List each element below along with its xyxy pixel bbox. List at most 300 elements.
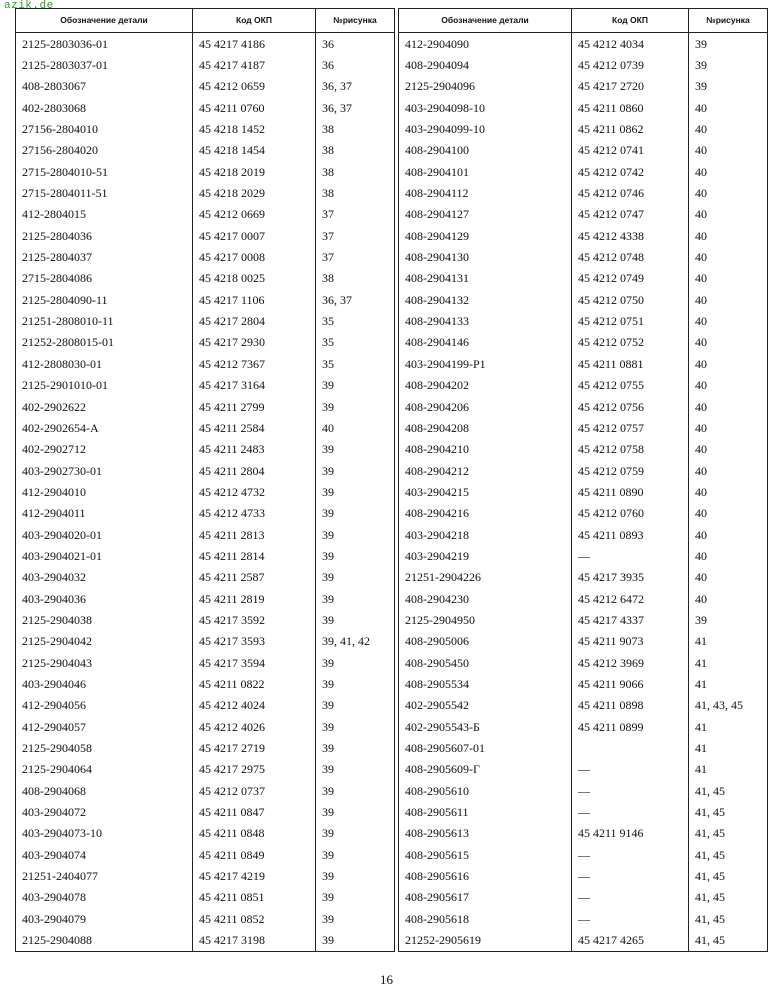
table-row [16, 631, 768, 652]
left-designation-cell: 402-2902712 [16, 439, 193, 460]
left-okp-cell: 45 4217 3592 [193, 609, 316, 630]
right-okp-cell: — [572, 908, 689, 929]
table-row [16, 225, 768, 246]
left-figure-cell: 39 [316, 524, 395, 545]
right-okp-cell: 45 4212 0749 [572, 268, 689, 289]
right-designation-cell: 408-2905450 [399, 652, 572, 673]
right-designation-cell: 408-2905613 [399, 823, 572, 844]
table-row [16, 844, 768, 865]
right-okp-cell: 45 4212 0751 [572, 310, 689, 331]
right-okp-cell: 45 4212 0746 [572, 182, 689, 203]
right-figure-cell: 41, 45 [689, 887, 768, 908]
left-figure-cell: 38 [316, 182, 395, 203]
right-figure-cell: 41, 45 [689, 780, 768, 801]
table-row [16, 439, 768, 460]
right-okp-cell: — [572, 844, 689, 865]
table-row [16, 823, 768, 844]
right-okp-cell: — [572, 545, 689, 566]
table-row [16, 887, 768, 908]
right-figure-cell: 41, 45 [689, 823, 768, 844]
right-designation-cell: 408-2904202 [399, 375, 572, 396]
right-designation-cell: 403-2904099-10 [399, 118, 572, 139]
left-okp-cell: 45 4211 0848 [193, 823, 316, 844]
right-figure-cell: 41 [689, 737, 768, 758]
right-figure-cell: 41 [689, 716, 768, 737]
left-figure-cell: 36, 37 [316, 289, 395, 310]
table-row [16, 503, 768, 524]
table-row [16, 780, 768, 801]
right-designation-cell: 408-2904094 [399, 54, 572, 75]
table-row [16, 54, 768, 75]
right-figure-cell: 41, 45 [689, 929, 768, 951]
left-okp-cell: 45 4211 2819 [193, 588, 316, 609]
right-okp-cell [572, 737, 689, 758]
right-figure-cell: 40 [689, 161, 768, 182]
left-designation-cell: 2125-2804090-11 [16, 289, 193, 310]
left-designation-cell: 412-2904011 [16, 503, 193, 524]
left-designation-cell: 403-2904046 [16, 673, 193, 694]
right-designation-cell: 403-2904098-10 [399, 97, 572, 118]
right-designation-cell: 408-2904129 [399, 225, 572, 246]
right-designation-cell: 408-2904212 [399, 460, 572, 481]
right-okp-cell: — [572, 801, 689, 822]
left-figure-cell: 40 [316, 417, 395, 438]
right-figure-cell: 40 [689, 503, 768, 524]
table-row [16, 118, 768, 139]
right-okp-cell: 45 4212 0747 [572, 204, 689, 225]
left-designation-cell: 2125-2804036 [16, 225, 193, 246]
right-designation-cell: 408-2905611 [399, 801, 572, 822]
table-row [16, 33, 768, 55]
right-figure-cell: 41, 45 [689, 844, 768, 865]
left-figure-cell: 39 [316, 567, 395, 588]
left-figure-cell: 37 [316, 225, 395, 246]
left-designation-cell: 403-2904021-01 [16, 545, 193, 566]
left-designation-cell: 2125-2803036-01 [16, 33, 193, 55]
left-figure-cell: 38 [316, 268, 395, 289]
right-designation-cell: 408-2904216 [399, 503, 572, 524]
right-designation-cell: 408-2904130 [399, 246, 572, 267]
left-okp-cell: 45 4218 2029 [193, 182, 316, 203]
left-designation-cell: 412-2904057 [16, 716, 193, 737]
right-designation-cell: 408-2905534 [399, 673, 572, 694]
left-okp-cell: 45 4212 0737 [193, 780, 316, 801]
left-designation-cell: 403-2904072 [16, 801, 193, 822]
table-row [16, 161, 768, 182]
left-designation-cell: 402-2803068 [16, 97, 193, 118]
right-okp-cell: 45 4212 0742 [572, 161, 689, 182]
left-okp-cell: 45 4217 3198 [193, 929, 316, 951]
table-row [16, 609, 768, 630]
parts-table [15, 8, 768, 952]
right-okp-cell: 45 4212 4034 [572, 33, 689, 55]
table-header-row [16, 9, 768, 33]
right-okp-cell: 45 4212 0741 [572, 140, 689, 161]
right-figure-cell: 41, 43, 45 [689, 695, 768, 716]
left-designation-cell: 21251-2404077 [16, 865, 193, 886]
right-okp-cell: 45 4212 0748 [572, 246, 689, 267]
left-okp-cell: 45 4218 0025 [193, 268, 316, 289]
left-designation-cell: 412-2904010 [16, 481, 193, 502]
left-figure-cell: 39 [316, 503, 395, 524]
left-designation-cell: 412-2904056 [16, 695, 193, 716]
right-figure-cell: 41 [689, 652, 768, 673]
right-figure-cell: 40 [689, 353, 768, 374]
left-figure-cell: 39 [316, 780, 395, 801]
left-okp-cell: 45 4212 4733 [193, 503, 316, 524]
table-row [16, 97, 768, 118]
right-okp-cell: 45 4211 9073 [572, 631, 689, 652]
left-okp-cell: 45 4217 2804 [193, 310, 316, 331]
table-row [16, 310, 768, 331]
right-designation-cell: 408-2904100 [399, 140, 572, 161]
right-figure-cell: 39 [689, 609, 768, 630]
left-designation-cell: 412-2808030-01 [16, 353, 193, 374]
right-figure-cell: 41, 45 [689, 801, 768, 822]
table-row [16, 716, 768, 737]
right-figure-cell: 40 [689, 567, 768, 588]
right-designation-cell: 408-2905617 [399, 887, 572, 908]
right-designation-cell: 408-2905610 [399, 780, 572, 801]
right-okp-cell: 45 4212 0759 [572, 460, 689, 481]
left-designation-cell: 403-2904036 [16, 588, 193, 609]
right-designation-cell: 412-2904090 [399, 33, 572, 55]
left-figure-cell: 35 [316, 332, 395, 353]
right-designation-cell: 21252-2905619 [399, 929, 572, 951]
right-designation-cell: 408-2904146 [399, 332, 572, 353]
left-okp-cell: 45 4212 0659 [193, 76, 316, 97]
left-okp-cell: 45 4212 4026 [193, 716, 316, 737]
left-okp-cell: 45 4217 4186 [193, 33, 316, 55]
left-okp-cell: 45 4217 2975 [193, 759, 316, 780]
right-okp-cell: 45 4212 0760 [572, 503, 689, 524]
right-designation-cell: 408-2904132 [399, 289, 572, 310]
left-okp-cell: 45 4212 4732 [193, 481, 316, 502]
table-row [16, 673, 768, 694]
left-designation-cell: 2125-2901010-01 [16, 375, 193, 396]
right-designation-cell: 403-2904215 [399, 481, 572, 502]
right-designation-cell: 408-2905006 [399, 631, 572, 652]
left-okp-cell: 45 4217 4219 [193, 865, 316, 886]
right-figure-cell: 41 [689, 673, 768, 694]
right-figure-cell: 39 [689, 33, 768, 55]
left-okp-cell: 45 4211 0851 [193, 887, 316, 908]
left-okp-cell: 45 4211 0847 [193, 801, 316, 822]
left-okp-cell: 45 4218 1452 [193, 118, 316, 139]
left-okp-cell: 45 4217 3594 [193, 652, 316, 673]
left-okp-cell: 45 4211 2587 [193, 567, 316, 588]
right-figure-cell: 40 [689, 268, 768, 289]
left-designation-cell: 2125-2904058 [16, 737, 193, 758]
right-okp-cell: 45 4211 0898 [572, 695, 689, 716]
right-figure-cell: 40 [689, 417, 768, 438]
right-figure-cell: 39 [689, 54, 768, 75]
header-designation-left: Обозначение детали [16, 9, 193, 33]
header-figure-left: №рисунка [316, 9, 395, 33]
right-okp-cell: 45 4211 0860 [572, 97, 689, 118]
left-figure-cell: 39 [316, 716, 395, 737]
right-designation-cell: 408-2904127 [399, 204, 572, 225]
right-okp-cell: — [572, 887, 689, 908]
right-figure-cell: 40 [689, 204, 768, 225]
left-okp-cell: 45 4211 2799 [193, 396, 316, 417]
left-figure-cell: 39 [316, 609, 395, 630]
left-okp-cell: 45 4217 4187 [193, 54, 316, 75]
right-designation-cell: 403-2904199-P1 [399, 353, 572, 374]
right-figure-cell: 40 [689, 332, 768, 353]
left-designation-cell: 2125-2904042 [16, 631, 193, 652]
left-designation-cell: 408-2803067 [16, 76, 193, 97]
left-designation-cell: 2715-2804010-51 [16, 161, 193, 182]
left-figure-cell: 39 [316, 887, 395, 908]
table-row [16, 140, 768, 161]
right-okp-cell: 45 4217 4337 [572, 609, 689, 630]
left-designation-cell: 2125-2904038 [16, 609, 193, 630]
right-okp-cell: 45 4211 9146 [572, 823, 689, 844]
right-designation-cell: 408-2905618 [399, 908, 572, 929]
right-designation-cell: 403-2904219 [399, 545, 572, 566]
page-number: 16 [380, 972, 393, 987]
left-okp-cell: 45 4217 2930 [193, 332, 316, 353]
left-figure-cell: 37 [316, 246, 395, 267]
header-okp-right: Код ОКП [572, 9, 689, 33]
left-okp-cell: 45 4218 1454 [193, 140, 316, 161]
left-designation-cell: 21251-2808010-11 [16, 310, 193, 331]
left-designation-cell: 403-2904074 [16, 844, 193, 865]
table-row [16, 737, 768, 758]
left-figure-cell: 36, 37 [316, 97, 395, 118]
left-designation-cell: 2125-2904088 [16, 929, 193, 951]
left-figure-cell: 39 [316, 844, 395, 865]
table-row [16, 481, 768, 502]
table-row [16, 801, 768, 822]
right-designation-cell: 408-2904210 [399, 439, 572, 460]
left-designation-cell: 403-2904079 [16, 908, 193, 929]
left-figure-cell: 35 [316, 353, 395, 374]
left-figure-cell: 35 [316, 310, 395, 331]
left-figure-cell: 39 [316, 439, 395, 460]
left-designation-cell: 27156-2804010 [16, 118, 193, 139]
left-figure-cell: 36 [316, 54, 395, 75]
table-row [16, 332, 768, 353]
header-figure-right: №рисунка [689, 9, 768, 33]
left-figure-cell: 39 [316, 737, 395, 758]
right-okp-cell: 45 4217 3935 [572, 567, 689, 588]
table-row [16, 396, 768, 417]
table-row [16, 204, 768, 225]
right-okp-cell: 45 4212 0752 [572, 332, 689, 353]
header-okp-left: Код ОКП [193, 9, 316, 33]
right-okp-cell: 45 4212 6472 [572, 588, 689, 609]
left-designation-cell: 403-2904078 [16, 887, 193, 908]
left-figure-cell: 38 [316, 161, 395, 182]
table-row [16, 929, 768, 951]
left-designation-cell: 2715-2804086 [16, 268, 193, 289]
left-okp-cell: 45 4211 0849 [193, 844, 316, 865]
left-okp-cell: 45 4211 0852 [193, 908, 316, 929]
left-figure-cell: 39 [316, 673, 395, 694]
left-figure-cell: 39 [316, 695, 395, 716]
right-figure-cell: 40 [689, 182, 768, 203]
right-figure-cell: 40 [689, 97, 768, 118]
left-okp-cell: 45 4217 0007 [193, 225, 316, 246]
right-designation-cell: 408-2905607-01 [399, 737, 572, 758]
left-okp-cell: 45 4217 2719 [193, 737, 316, 758]
left-okp-cell: 45 4218 2019 [193, 161, 316, 182]
right-designation-cell: 2125-2904950 [399, 609, 572, 630]
right-designation-cell: 408-2904208 [399, 417, 572, 438]
table-row [16, 695, 768, 716]
table-row [16, 908, 768, 929]
left-okp-cell: 45 4211 2584 [193, 417, 316, 438]
left-designation-cell: 2715-2804011-51 [16, 182, 193, 203]
right-designation-cell: 408-2905616 [399, 865, 572, 886]
right-figure-cell: 40 [689, 289, 768, 310]
right-figure-cell: 40 [689, 481, 768, 502]
left-figure-cell: 39 [316, 929, 395, 951]
right-okp-cell: 45 4212 0750 [572, 289, 689, 310]
left-figure-cell: 39 [316, 375, 395, 396]
right-figure-cell: 40 [689, 375, 768, 396]
left-figure-cell: 39 [316, 823, 395, 844]
table-row [16, 545, 768, 566]
right-okp-cell: — [572, 780, 689, 801]
right-figure-cell: 40 [689, 140, 768, 161]
right-okp-cell: 45 4217 2720 [572, 76, 689, 97]
right-okp-cell: — [572, 759, 689, 780]
right-figure-cell: 41, 45 [689, 908, 768, 929]
left-designation-cell: 2125-2904064 [16, 759, 193, 780]
left-figure-cell: 39 [316, 481, 395, 502]
left-okp-cell: 45 4211 2483 [193, 439, 316, 460]
right-figure-cell: 41 [689, 631, 768, 652]
left-figure-cell: 39 [316, 396, 395, 417]
left-okp-cell: 45 4211 2813 [193, 524, 316, 545]
right-okp-cell: 45 4211 0890 [572, 481, 689, 502]
right-okp-cell: 45 4212 0757 [572, 417, 689, 438]
left-designation-cell: 403-2902730-01 [16, 460, 193, 481]
table-row [16, 567, 768, 588]
left-okp-cell: 45 4212 4024 [193, 695, 316, 716]
right-designation-cell: 408-2904131 [399, 268, 572, 289]
left-designation-cell: 403-2904032 [16, 567, 193, 588]
right-okp-cell: 45 4211 9066 [572, 673, 689, 694]
right-okp-cell: — [572, 865, 689, 886]
left-okp-cell: 45 4217 3593 [193, 631, 316, 652]
left-figure-cell: 39, 41, 42 [316, 631, 395, 652]
table-row [16, 76, 768, 97]
right-figure-cell: 41 [689, 759, 768, 780]
table-row [16, 652, 768, 673]
right-okp-cell: 45 4212 4338 [572, 225, 689, 246]
table-row [16, 759, 768, 780]
left-designation-cell: 21252-2808015-01 [16, 332, 193, 353]
left-designation-cell: 2125-2904043 [16, 652, 193, 673]
right-figure-cell: 40 [689, 246, 768, 267]
right-okp-cell: 45 4217 4265 [572, 929, 689, 951]
table-row [16, 460, 768, 481]
left-figure-cell: 39 [316, 545, 395, 566]
table-row [16, 353, 768, 374]
left-designation-cell: 2125-2804037 [16, 246, 193, 267]
right-designation-cell: 408-2904230 [399, 588, 572, 609]
right-figure-cell: 40 [689, 524, 768, 545]
left-okp-cell: 45 4211 0822 [193, 673, 316, 694]
left-designation-cell: 403-2904020-01 [16, 524, 193, 545]
right-designation-cell: 408-2904101 [399, 161, 572, 182]
right-figure-cell: 40 [689, 588, 768, 609]
left-figure-cell: 37 [316, 204, 395, 225]
left-designation-cell: 2125-2803037-01 [16, 54, 193, 75]
left-designation-cell: 402-2902654-A [16, 417, 193, 438]
right-figure-cell: 39 [689, 76, 768, 97]
left-okp-cell: 45 4217 0008 [193, 246, 316, 267]
table-row [16, 182, 768, 203]
left-designation-cell: 27156-2804020 [16, 140, 193, 161]
right-okp-cell: 45 4212 3969 [572, 652, 689, 673]
right-figure-cell: 41, 45 [689, 865, 768, 886]
table-row [16, 246, 768, 267]
right-designation-cell: 21251-2904226 [399, 567, 572, 588]
right-okp-cell: 45 4212 0758 [572, 439, 689, 460]
right-okp-cell: 45 4211 0881 [572, 353, 689, 374]
right-figure-cell: 40 [689, 545, 768, 566]
right-figure-cell: 40 [689, 310, 768, 331]
left-designation-cell: 402-2902622 [16, 396, 193, 417]
right-designation-cell: 408-2904206 [399, 396, 572, 417]
right-figure-cell: 40 [689, 439, 768, 460]
left-figure-cell: 39 [316, 801, 395, 822]
right-okp-cell: 45 4212 0756 [572, 396, 689, 417]
right-designation-cell: 2125-2904096 [399, 76, 572, 97]
left-figure-cell: 38 [316, 118, 395, 139]
table-body [16, 33, 768, 952]
left-figure-cell: 36 [316, 33, 395, 55]
right-okp-cell: 45 4211 0893 [572, 524, 689, 545]
table-row [16, 417, 768, 438]
left-okp-cell: 45 4212 0669 [193, 204, 316, 225]
table-row [16, 524, 768, 545]
right-designation-cell: 408-2904112 [399, 182, 572, 203]
left-designation-cell: 412-2804015 [16, 204, 193, 225]
table-row [16, 289, 768, 310]
left-figure-cell: 39 [316, 865, 395, 886]
table-row [16, 865, 768, 886]
right-okp-cell: 45 4211 0862 [572, 118, 689, 139]
left-designation-cell: 403-2904073-10 [16, 823, 193, 844]
right-designation-cell: 403-2904218 [399, 524, 572, 545]
header-designation-right: Обозначение детали [399, 9, 572, 33]
right-figure-cell: 40 [689, 118, 768, 139]
left-figure-cell: 39 [316, 759, 395, 780]
left-okp-cell: 45 4212 7367 [193, 353, 316, 374]
right-designation-cell: 408-2905609-Г [399, 759, 572, 780]
right-figure-cell: 40 [689, 225, 768, 246]
left-figure-cell: 39 [316, 652, 395, 673]
right-figure-cell: 40 [689, 460, 768, 481]
left-okp-cell: 45 4217 1106 [193, 289, 316, 310]
table-row [16, 588, 768, 609]
right-designation-cell: 408-2905615 [399, 844, 572, 865]
left-figure-cell: 36, 37 [316, 76, 395, 97]
left-figure-cell: 39 [316, 460, 395, 481]
left-okp-cell: 45 4217 3164 [193, 375, 316, 396]
right-okp-cell: 45 4212 0739 [572, 54, 689, 75]
left-okp-cell: 45 4211 2814 [193, 545, 316, 566]
table-row [16, 268, 768, 289]
right-okp-cell: 45 4212 0755 [572, 375, 689, 396]
right-designation-cell: 402-2905543-Б [399, 716, 572, 737]
